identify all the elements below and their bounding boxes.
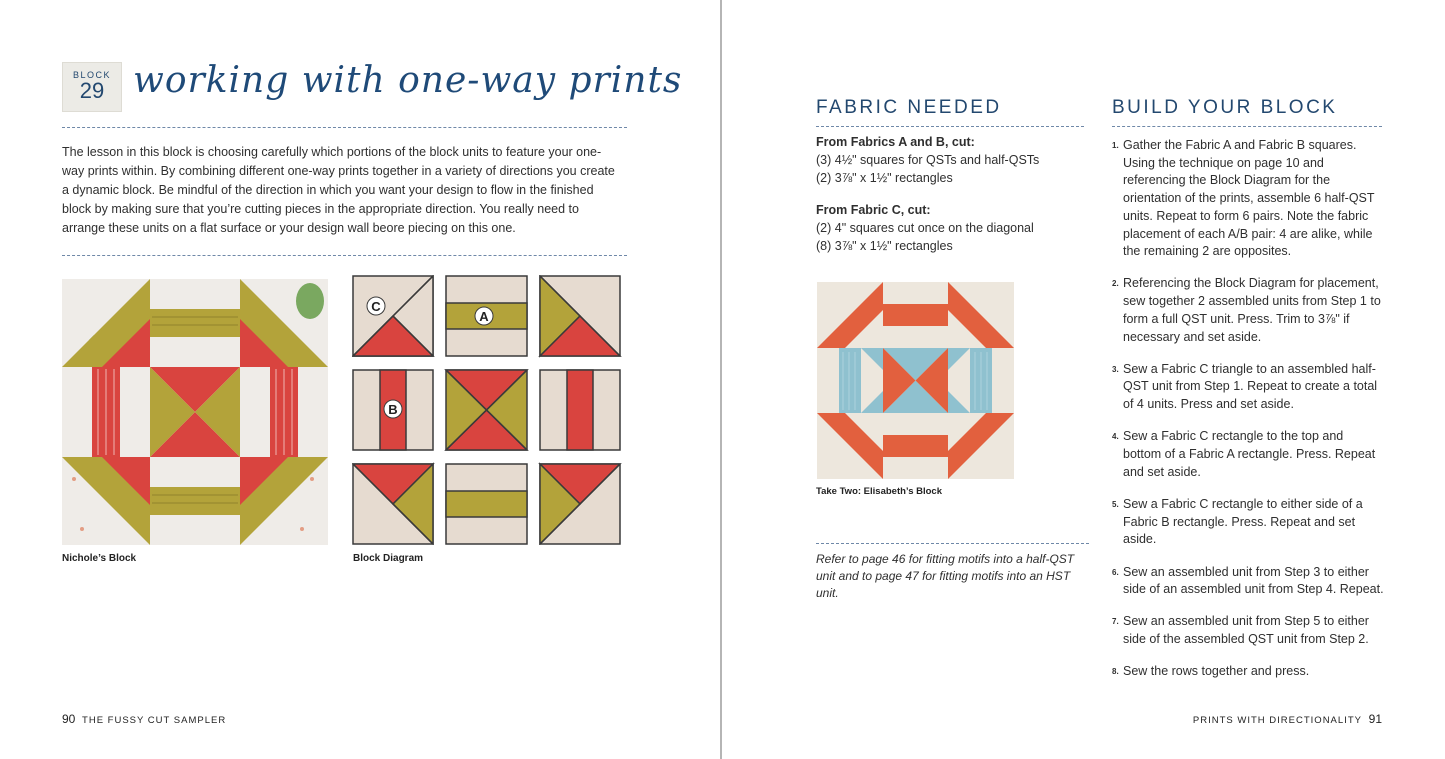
block-badge-label: BLOCK <box>72 70 111 80</box>
block-badge-number: 29 <box>79 78 105 103</box>
reference-note: Refer to page 46 for fitting motifs into a half-QST unit and to page 47 for fitting motifs into an HST unit. <box>816 552 1075 600</box>
take-two-block-photo <box>817 282 1014 479</box>
diagram-label-b: B <box>388 402 398 417</box>
diagram-cell-bottom-right <box>540 464 620 544</box>
fabric-ab-heading: From Fabrics A and B, cut: <box>816 135 975 149</box>
build-step: 5. Sew a Fabric C rectangle to either side of a Fabric B rectangle. Press. Repeat and set aside. <box>1112 496 1363 547</box>
block-number-badge <box>62 62 122 112</box>
build-step: 4. Sew a Fabric C rectangle to the top and bottom of a Fabric A rectangle. Press. Repeat and set aside. <box>1112 429 1376 479</box>
build-step: 1. Gather the Fabric A and Fabric B squares. Using the technique on page 10 and referencing the Block Diagram for the orientation of the prints, assemble 6 half-QST units. Repeat to form 6 pairs. Note the fabric placement of each A/B pair: 4 are alike, while the remaining 2 are opposites. <box>1112 138 1375 259</box>
diagram-label-a: A <box>479 309 489 324</box>
diagram-cell-bottom-center <box>446 464 527 544</box>
build-step: 3. Sew a Fabric C triangle to an assembled half-QST unit from Step 1. Repeat to create a total of 4 units. Press and set aside. <box>1112 361 1378 412</box>
fabric-c-item-1: (2) 4" squares cut once on the diagonal <box>816 221 1034 235</box>
block-diagram <box>352 275 622 545</box>
right-page-number: 91 <box>1368 712 1382 726</box>
take-two-caption: Take Two: Elisabeth’s Block <box>816 486 942 497</box>
diagram-cell-top-left <box>353 276 433 356</box>
left-page-number: 90 <box>62 712 76 726</box>
build-step: 2. Referencing the Block Diagram for placement, sew together 2 assembled units from Step 1 to form a full QST unit. Press. Trim to 3⅞" if necessary and set aside. <box>1112 276 1381 344</box>
fabric-needed-heading: FABRIC NEEDED <box>816 97 1002 118</box>
fabric-c-item-2: (8) 3⅞" x 1½" rectangles <box>816 239 953 253</box>
diagram-cell-top-right <box>540 276 620 356</box>
title-divider <box>62 127 627 128</box>
page-title: working with one-way prints <box>133 60 683 101</box>
intro-divider <box>62 255 627 256</box>
build-step: 8. Sew the rows together and press. <box>1112 664 1310 679</box>
build-your-block-heading: BUILD YOUR BLOCK <box>1112 97 1338 118</box>
diagram-cell-center <box>446 370 527 450</box>
diagram-cell-bottom-left <box>353 464 433 544</box>
build-step: 7. Sew an assembled unit from Step 5 to either side of the assembled QST unit from Step 2. <box>1112 614 1369 647</box>
build-heading-divider <box>1112 126 1382 127</box>
diagram-label-c: C <box>371 299 381 314</box>
left-running-title: THE FUSSY CUT SAMPLER <box>82 715 227 726</box>
fabric-c-heading: From Fabric C, cut: <box>816 203 931 217</box>
intro-paragraph: The lesson in this block is choosing carefully which portions of the block units to feature your one-way prints within. By combining different one-way prints together in a variety of directions you create a dynamic block. Be mindful of the direction in which you want your design to flow in the finished block by making sure that you’re cutting pieces in the appropriate direction. You really need to arrange these units on a flat surface or your design wall beore piecing on this one. <box>62 145 615 235</box>
build-steps-list <box>1112 137 1384 681</box>
diagram-caption: Block Diagram <box>353 553 424 564</box>
fabric-list <box>816 133 1086 255</box>
left-page-footer <box>62 712 226 726</box>
fabric-heading-divider <box>816 126 1084 127</box>
diagram-cell-middle-right <box>540 370 620 450</box>
book-spine <box>720 0 722 759</box>
fabric-ab-item-2: (2) 3⅞" x 1½" rectangles <box>816 171 953 185</box>
build-step: 6. Sew an assembled unit from Step 3 to either side of an assembled unit from Step 4. Repeat. <box>1112 564 1384 597</box>
right-page-footer <box>1193 712 1382 726</box>
photo-caption: Nichole’s Block <box>62 553 137 564</box>
nicholes-block-photo <box>62 279 328 545</box>
note-divider <box>816 543 1089 544</box>
right-running-title: PRINTS WITH DIRECTIONALITY <box>1192 715 1362 726</box>
fabric-ab-item-1: (3) 4½" squares for QSTs and half-QSTs <box>816 153 1040 167</box>
